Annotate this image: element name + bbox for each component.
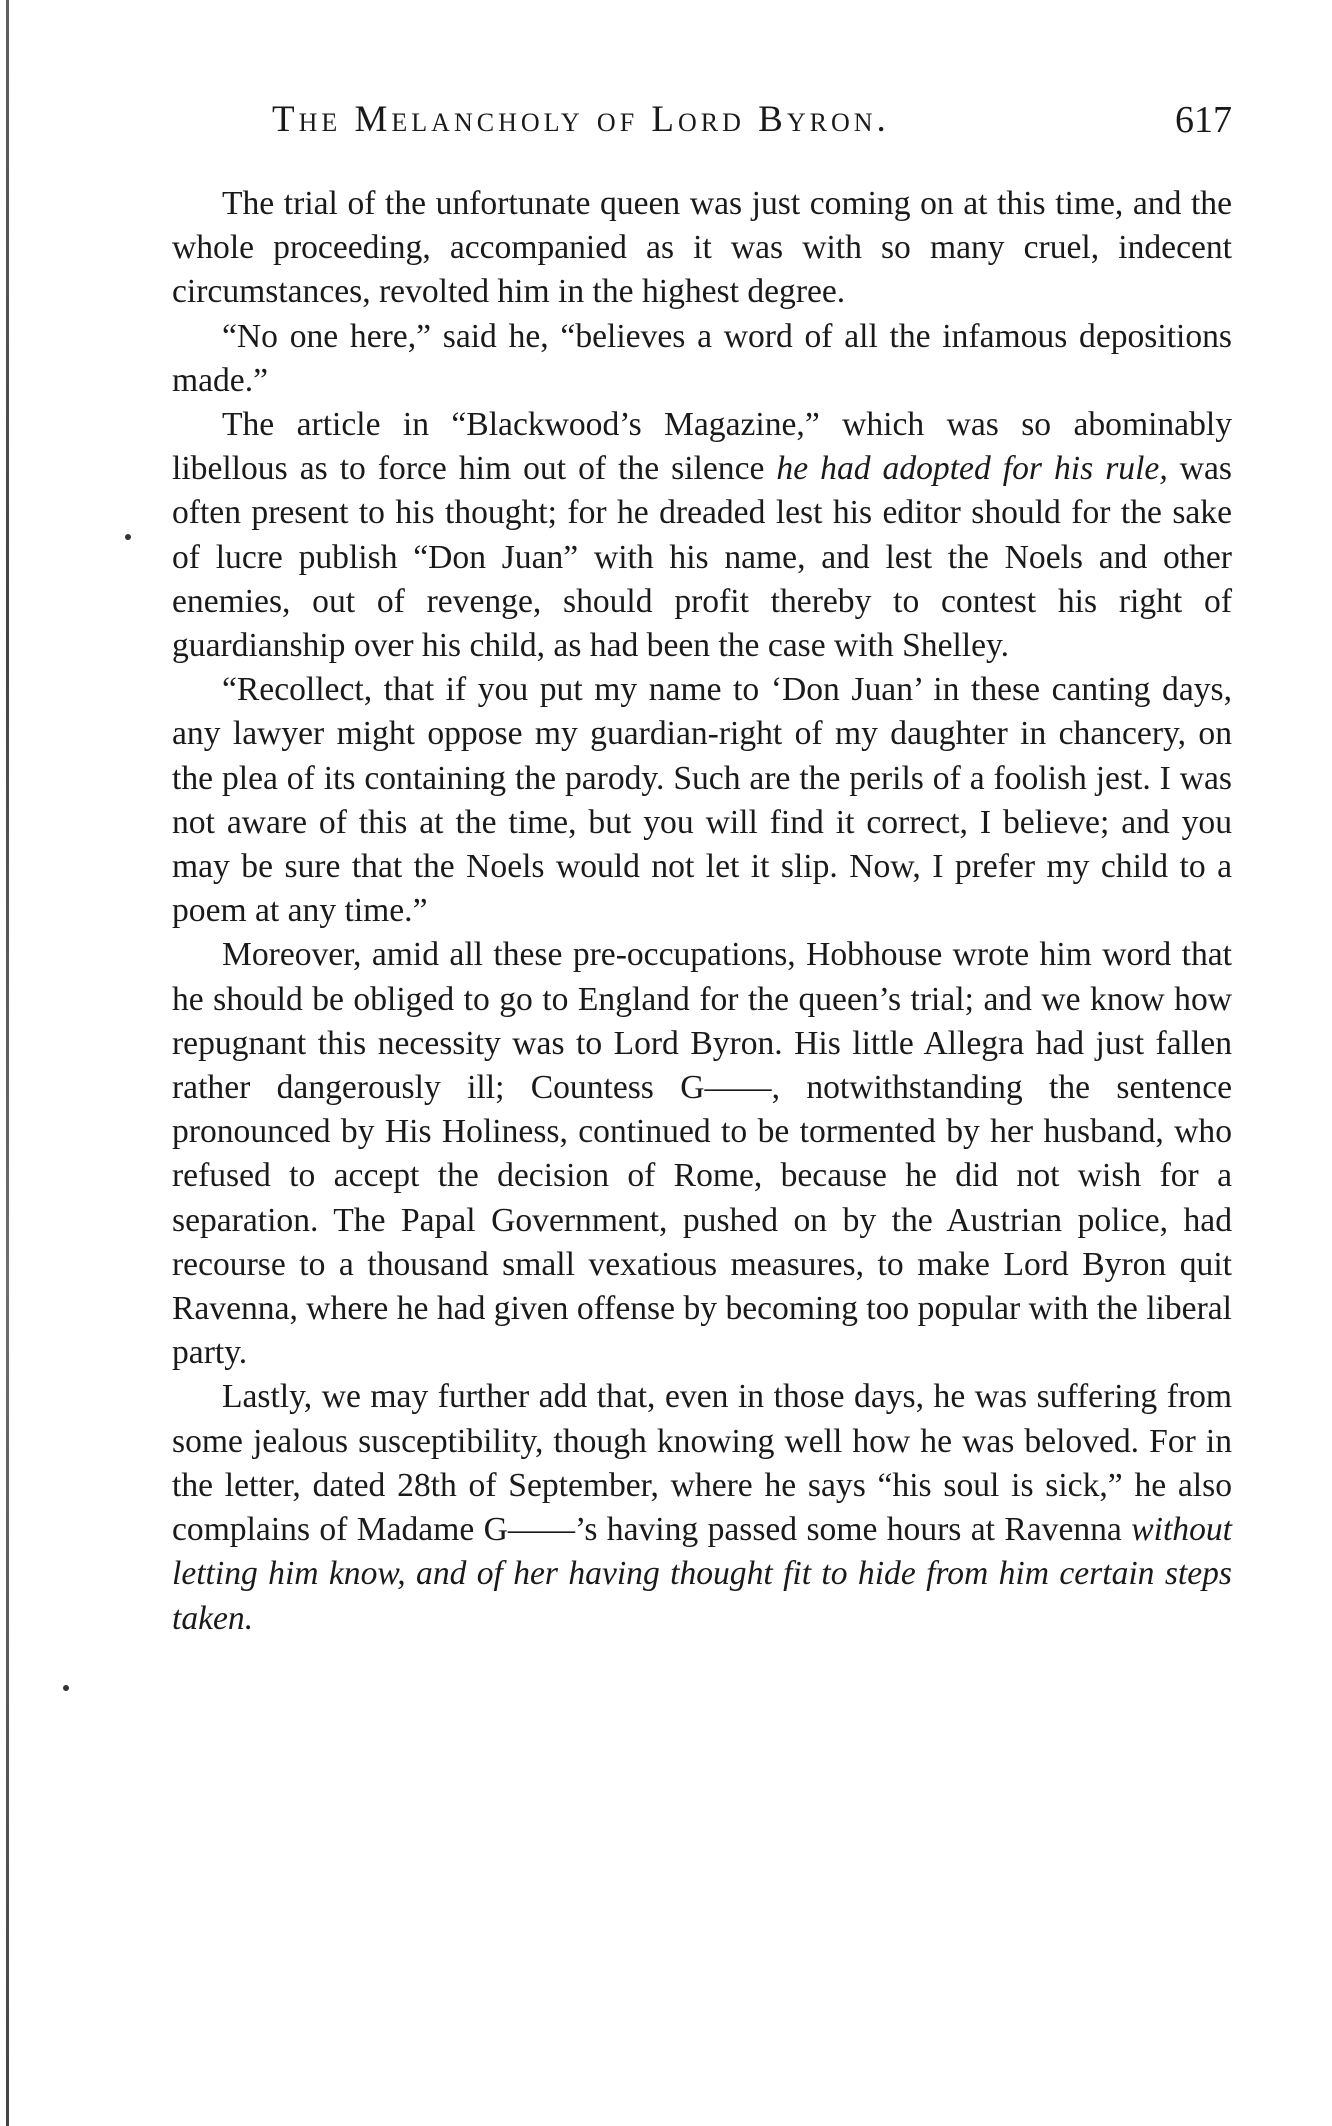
paragraph-5: Moreover, amid all these pre-occupations, Hobhouse wrote him word that he should be obliged to go to England for the queen’s trial; and we know how repugnant this necessity was to Lord Byron. His little Allegra had just fallen rather dangerously ill; Countess G——, notwithstanding the sentence pronounced by His Holiness, continued to be tormented by her husband, who refused to accept the decision of Rome, because he did not wish for a separation. The Papal Government, pushed on by the Austrian police, had recourse to a thousand small vexatious measures, to make Lord Byron quit Ravenna, where he had given offense by becoming too popular with the liberal party.	[172, 936, 1232, 1372]
paragraph-6-text-a: Lastly, we may further add that, even in those days, he was suffering from some jealous susceptibility, though knowing well how he was beloved. For in the letter, dated 28th of September, where he says “his soul is sick,” he also complains of Madame G——’s having passed some hours at Ravenna	[172, 1378, 1232, 1549]
margin-speck	[125, 534, 131, 540]
paragraph-6-italic: without letting him know, and of her having thought fit to hide from him certain steps taken.	[172, 1511, 1232, 1637]
running-title: The Melancholy of Lord Byron.	[272, 99, 890, 140]
page-number: 617	[1175, 99, 1232, 141]
margin-speck	[63, 1685, 69, 1691]
page-binding-edge	[6, 0, 9, 2126]
paragraph-6	[172, 1375, 1232, 1640]
paragraph-3-text-b: was often present to his thought; for he dreaded lest his editor should for the sake of lucre publish “Don Juan” with his name, and lest the Noels and other enemies, out of revenge, should profit thereby to contest his right of guardianship over his child, as had been the case with Shelley.	[172, 450, 1232, 665]
paragraph-2: “No one here,” said he, “believes a word of all the infamous depositions made.”	[172, 317, 1232, 399]
page-header	[172, 98, 1232, 148]
paragraph-1: The trial of the unfortunate queen was just coming on at this time, and the whole proceeding, accompanied as it was with so many cruel, indecent circumstances, revolted him in the highest degree.	[172, 185, 1232, 311]
paragraph-3	[172, 403, 1232, 668]
paragraph-4: “Recollect, that if you put my name to ‘Don Juan’ in these canting days, any lawyer might oppose my guardian-right of my daughter in chancery, on the plea of its containing the parody. Such are the perils of a foolish jest. I was not aware of this at the time, but you will find it correct, I believe; and you may be sure that the Noels would not let it slip. Now, I prefer my child to a poem at any time.”	[172, 671, 1232, 930]
body-text	[172, 182, 1232, 1641]
paragraph-3-italic: he had adopted for his rule,	[776, 450, 1168, 488]
paragraph-3-text-a: The article in “Blackwood’s Magazine,” which was so abominably libellous as to force him out of the silence	[172, 406, 1232, 488]
